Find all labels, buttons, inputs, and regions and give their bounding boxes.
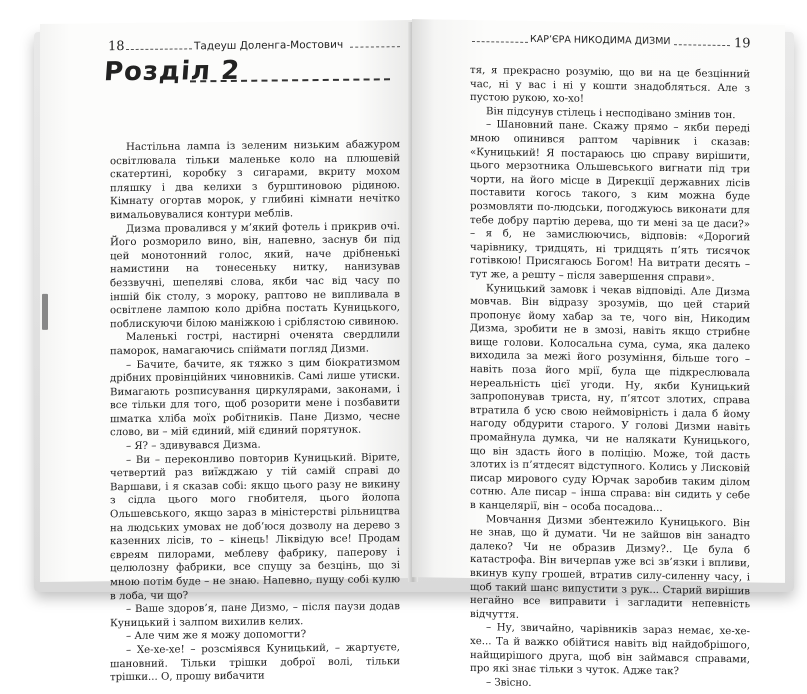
paragraph: – Я? – здивувався Дизма. <box>126 439 261 453</box>
paragraph: Маленькі гострі, настирні оченята свердлили паморок, намагаючись спіймати погляд Дизми. <box>110 329 400 358</box>
open-book <box>40 22 785 689</box>
paragraph: – Хе-хе-хе! – розсміявся Куницький, – жартуєте, шановний. Тільки трішки доброї волі, тільки трішки... О, прошу вибачити <box>110 642 400 684</box>
bookmark-ribbon <box>42 294 48 330</box>
page-number: 19 <box>734 36 751 52</box>
paragraph: – Шановний пане. Скажу прямо – якби переді мною опинився раптом чарівник і сказав: «Куницький! Я постараюсь цю справу вирішити, цього мерзотника Ольшевського вигнати під три чорти, на його місце в Дирекції державних лісів поставити когось такого, з ким можна буде розмовляти по-людськи, погоджуюсь виконати для тебе добру партію дерева, що ти мені за це даси?» – я б, не замислюючись, відповів: «Дорогий чарівнику, тридцять, ні тридцять п’ять тисячок готівкою! Присягаюсь Богом! На витрати десять – тут же, а решту – після завершення справи». <box>470 119 750 284</box>
paragraph: – Ну, звичайно, чарівників зараз немає, хе-хе-хе... Та й важко обійтися навіть від найдобрішого, найщирішого друга, щоб він займався справами, про які знає тільки з чуток. Адже так? <box>470 622 750 678</box>
paragraph: – Бачите, бачите, як тяжко з цим біократизмом дрібних провінційних чиновників. Самі лише утиски. Вимагають розписування циркулярами, законами, і все тільки для того, щоб розорити мене і позбавити шматка хліба моїх робітників. Пане Дизмо, чесне слово, ви – мій єдиний, мій єдиний порятунок. <box>110 356 400 439</box>
paragraph: Куницький замовк і чекав відповіді. Але Дизма мовчав. Він відразу зрозумів, що цей старий пропонує йому хабар за те, чого він, Никодим Дизма, зробити не в змозі, навіть якщо стрибне вище голови. Колосальна сума, сума, яка далеко виходила за межі його розуміння, більше того – навіть поза його мрії, була ще підкреслювала нереальність цієї угоди. Ну, якби Куницький запропонував триста, ну, п’ятсот злотих, справа втратила б усю свою неймовірність і дала б йому нагоду обдурити старого. У голові Дизми навіть промайнула думка, чи не налякати Куницького, що він здасть його в поліцію. Може, той дасть злотих із п’ятдесят відступного. Колись у Лисковій писар мирового суду Юрчак заробив таким ділом сотню. Але писар – інша справа: він сидить у себе в канцелярії, він – особа посадова... <box>470 282 750 515</box>
body-text <box>110 138 400 685</box>
paragraph: Дизма провалився у м’який фотель і прикрив очі. Його розморило вино, він, напевно, заснув би під цей монотонний голос, який, наче дрібненькі намистини на тонесеньку нитку, нанизував беззвучні, шепеляві слова, якби час від часу по іншій бік столу, з мороку, раптово не випливала в освітлене лампою коло дрібна постать Куницького, поблискуючи білою маніжкою і сріблястою сивиною. <box>110 220 400 330</box>
header-rule <box>350 46 400 48</box>
header-rule <box>126 48 192 50</box>
paragraph: – Але чим же я можу допомогти? <box>126 629 307 643</box>
running-header: КАР’ЄРА НИКОДИМА ДИЗМИ <box>530 33 671 48</box>
paragraph: Настільна лампа із зеленим низьким абажуром освітлювала тільки маленьке коло на плюшевій скатертині, коробку з сигарами, вкриту мохом пляшку і два келихи з бурштиновою рідиною. Кімнату огортав морок, у глибині кімнати нечітко вимальовувалися контури меблів. <box>110 139 400 222</box>
right-page <box>412 19 785 689</box>
paragraph: Мовчання Дизми збентежило Куницького. Він не знав, що й думати. Чи не зайшов він занадто далеко? Чи не образив Дизму?.. Це була б катастрофа. Він вичерпав уже всі зв’язки і впливи, вкинув купу грошей, втратив силу-силенну часу, і щоб такий шанс випустити з рук... Старий вирішив негайно все виправити і загладити непевність відчуття. <box>470 513 750 621</box>
paragraph: – Ви – переконливо повторив Куницький. Вірите, четвертий раз виїжджаю у тій самій справі до Варшави, і я сказав собі: якщо цього разу не викину з сідла цього мого гнобителя, цього йолопа Ольшевського, якщо зараз в міністерстві рільництва на людських умовах не доб’юся дозволу на дерево з казенних лісів, то – кінець! Ліквідую все! Продам євреям пилорами, меблеву фабрику, паперову і целюлозну фабрики, все спущу за безцінь, що зі мною потім буде – не знаю. Напевно, пущу собі кулю в лоба, чи що? <box>110 451 400 602</box>
header-rule <box>472 41 528 43</box>
left-page <box>40 20 412 684</box>
paragraph: – Ваше здоров’я, пане Дизмо, – після паузи додав Куницький і залпом вихилив келих. <box>110 601 400 629</box>
paragraph: – Звісно. <box>486 676 532 689</box>
header-rule <box>674 44 730 46</box>
body-text <box>470 64 750 694</box>
paragraph: тя, я прекрасно розумію, що ви на це безцінний час, ні у вас і ні у кошти знадобляться. Але з пустою рукою, хо-хо! <box>470 64 750 105</box>
running-header: Тадеуш Доленга-Мостович <box>194 38 344 53</box>
paragraph: Він підсунув стілець і несподівано змінив тон. <box>486 106 736 121</box>
page-number: 18 <box>108 39 125 55</box>
chapter-title: Розділ 2 <box>102 55 242 88</box>
